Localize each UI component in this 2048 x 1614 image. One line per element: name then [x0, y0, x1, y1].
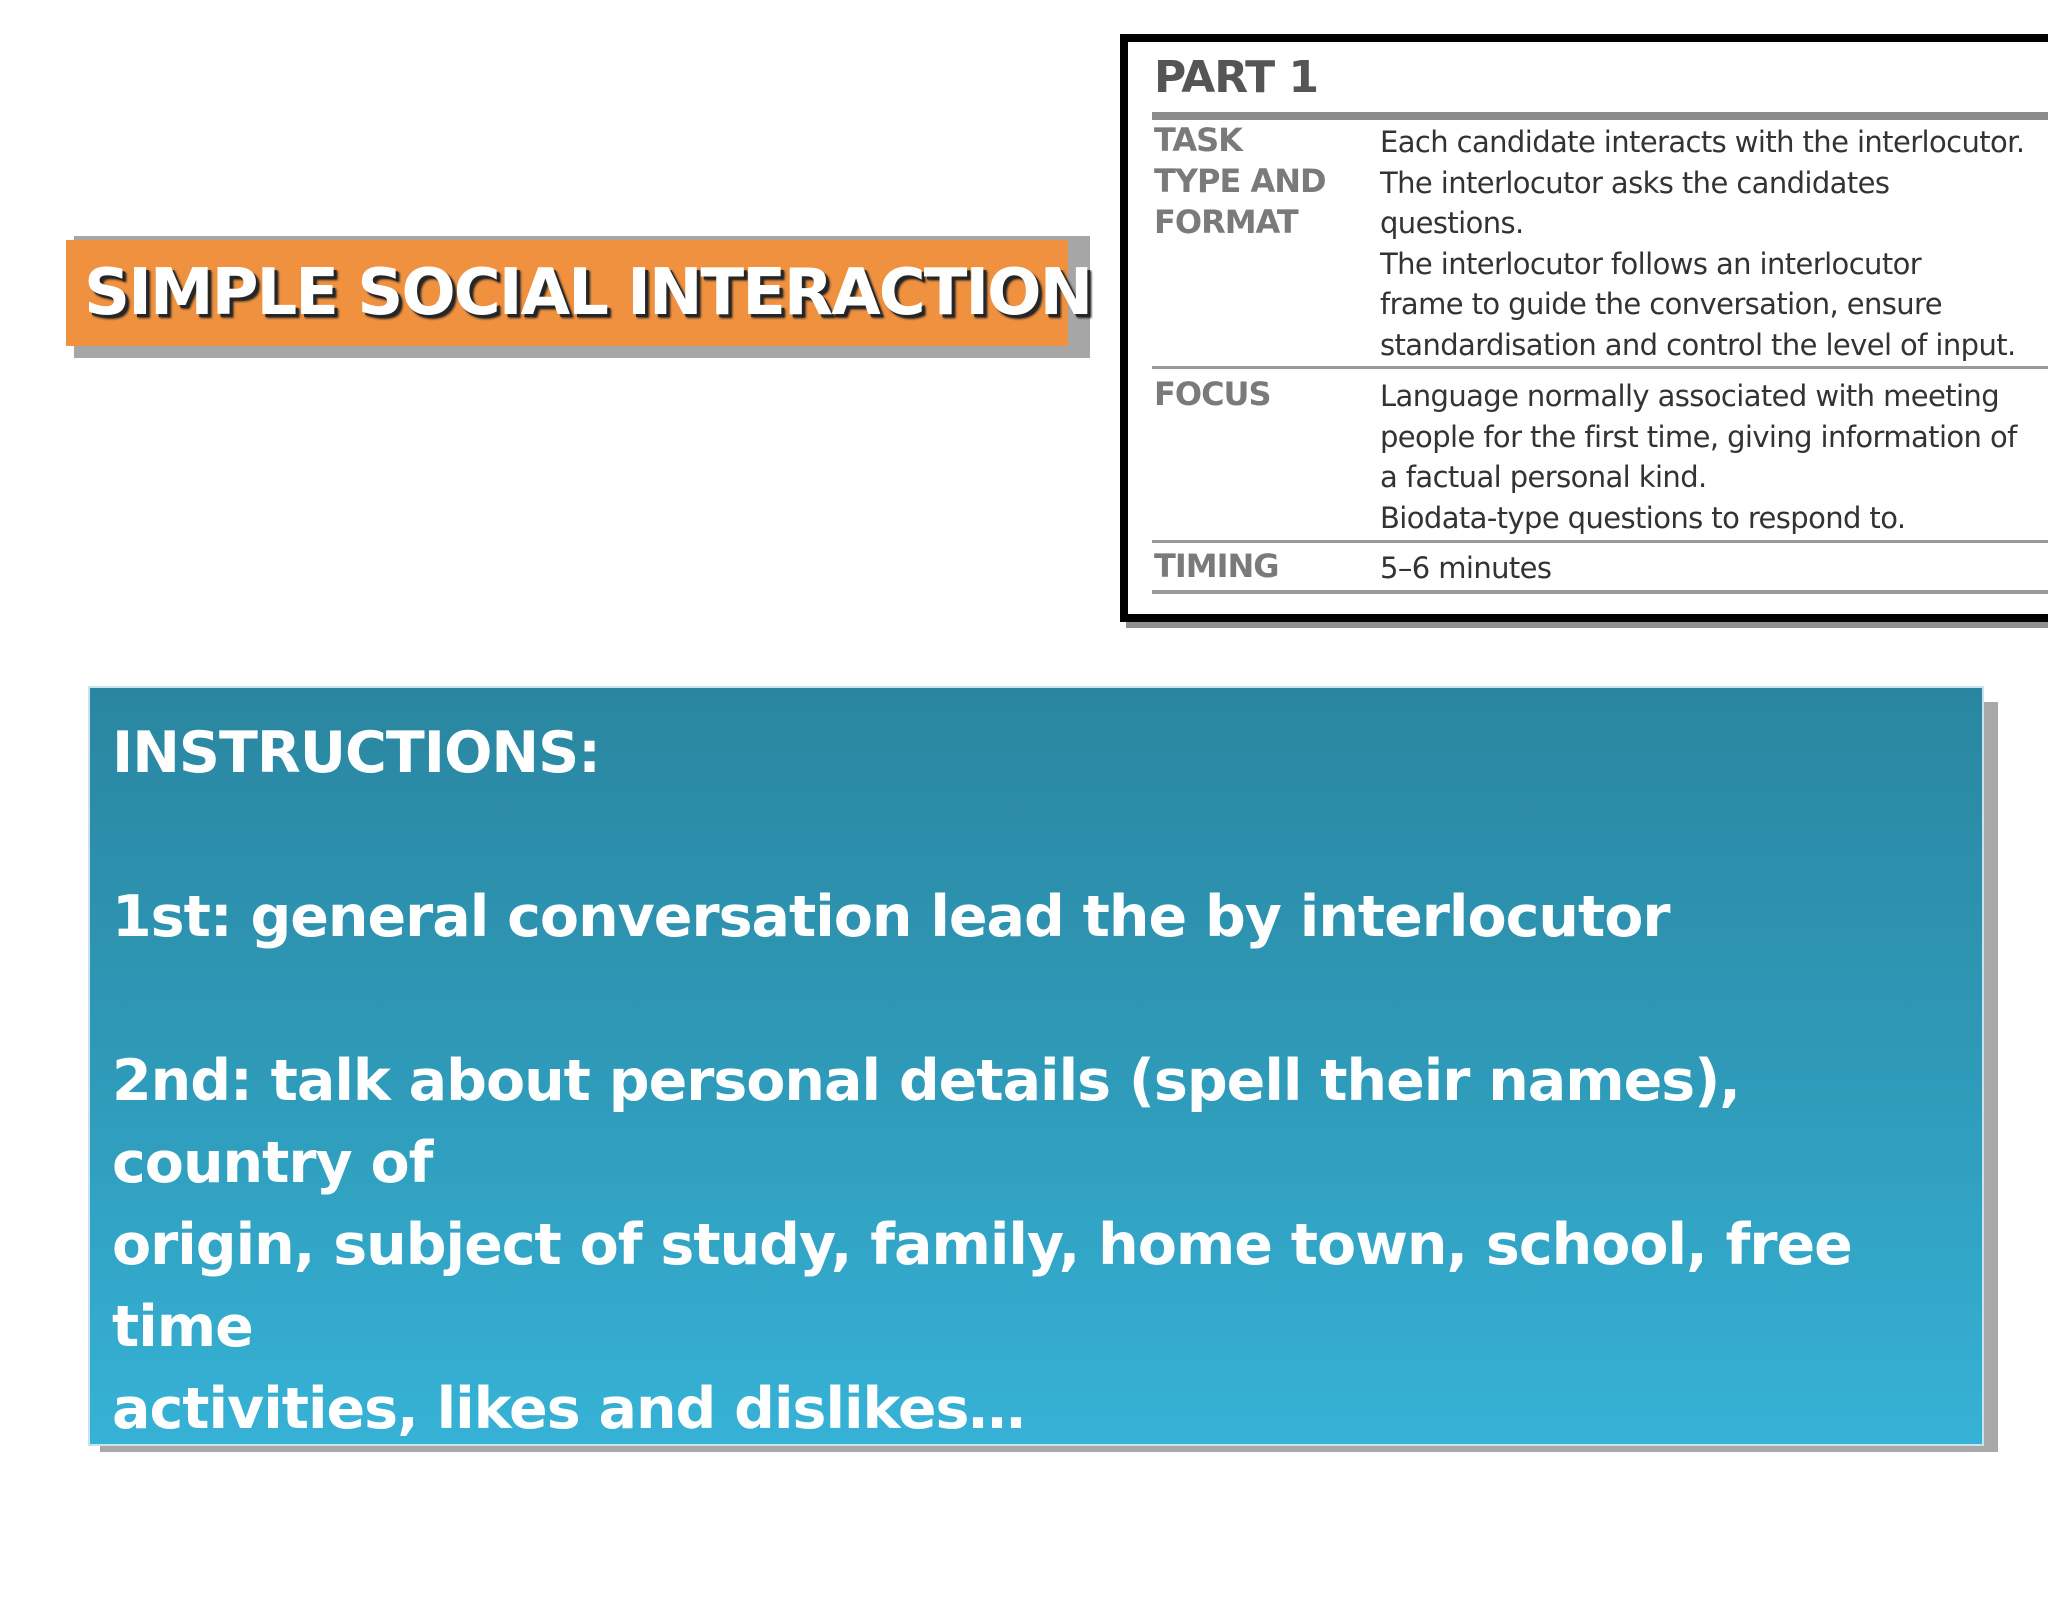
instructions-heading: INSTRUCTIONS:	[112, 720, 600, 786]
instructions-panel	[88, 686, 1984, 1606]
row-text-timing: 5–6 minutes	[1380, 551, 1552, 585]
row-text-task-type-format: Each candidate interacts with the interlocutor. The interlocutor asks the candidates questions. The interlocutor follows an interlocutor frame to guide the conversation, ensure standardisation and control the level of input.	[1380, 125, 2025, 362]
row-divider	[1152, 540, 2048, 543]
table-heading-rule	[1152, 112, 2048, 120]
instruction-first: 1st: general conversation lead the by interlocutor	[112, 884, 1670, 950]
table-bottom-rule	[1152, 590, 2048, 594]
slide-title: SIMPLE SOCIAL INTERACTION	[84, 256, 1092, 330]
title-banner	[66, 240, 1092, 346]
row-label-timing: TIMING	[1154, 547, 1279, 585]
instruction-second: 2nd: talk about personal details (spell their names), country of origin, subject of study, family, home town, school, free time activities, likes and dislikes…	[112, 1048, 1852, 1442]
instruction-third: 3rd: don’t use one-word answers (extend your answers!)	[112, 1540, 1893, 1606]
part1-table-card	[1120, 34, 2048, 622]
row-label-focus: FOCUS	[1154, 375, 1271, 413]
instructions-text	[112, 712, 1960, 1614]
table-heading: PART 1	[1154, 52, 1319, 103]
row-divider	[1152, 366, 2048, 369]
row-label-task-type-format: TASK TYPE AND FORMAT	[1154, 121, 1326, 241]
row-text-focus: Language normally associated with meeting people for the first time, giving information of a factual personal kind. Biodata-type questions to respond to.	[1380, 379, 2017, 535]
